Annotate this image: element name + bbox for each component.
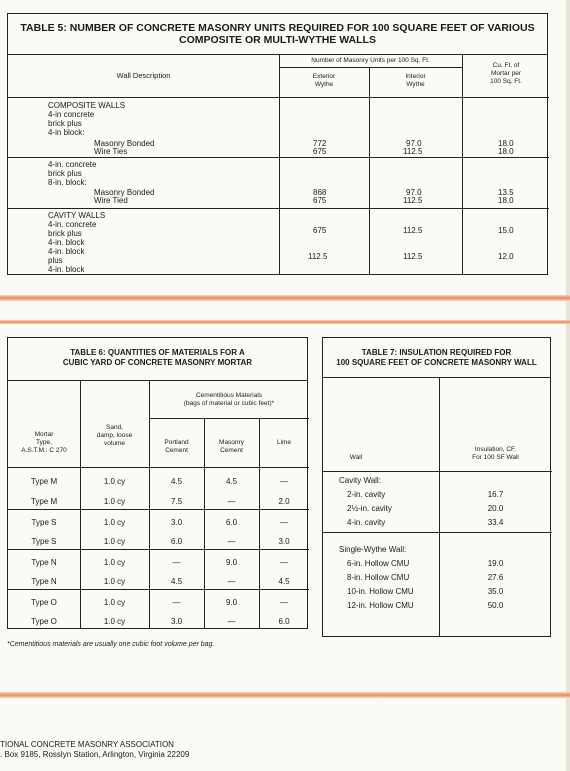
col-masonry: Masonry Cement xyxy=(219,439,244,454)
table7-title: TABLE 7: INSULATION REQUIRED FOR 100 SQUARE FEET OF CONCRETE MASONRY WALL xyxy=(323,338,550,378)
single-wythe-title: Single-Wythe Wall: xyxy=(339,545,407,554)
orange-divider xyxy=(0,295,570,301)
table5: TABLE 5: NUMBER OF CONCRETE MASONRY UNITS REQUIRED FOR 100 SQUARE FEET OF VARIOUS COMPOSITE OR MULTI-WYTHE WALLS Wall Description Number of Masonry Units per 100 Sq. Ft. Exterior Wythe Interior Wythe Cu. Ft. of Mortar per 100 Sq. Ft. COMPOSITE WALLS 4-in concrete brick plus 4-in block: Masonry Bonded 772 97.0 18.0 Wire Ties 675 112.5 18.0 4-in. concrete brick plus 8-in. block: Masonry Bonded 868 97.0 13.5 Wire Tied 675 112.5 18.0 CAVITY WALLS 4-in. concrete brick plus 4-in. block 675 112.5 15.0 4-in. block plus 4-in. block 112.5 112.5 12.0 xyxy=(7,13,548,275)
col-mortar-type: Mortar Type, A.S.T.M.: C 270 xyxy=(21,431,67,454)
cavity-walls-desc: CAVITY WALLS 4-in. concrete brick plus 4-in. block xyxy=(48,211,106,247)
table6-footnote: *Cementitious materials are usually one cubic foot volume per bag. xyxy=(7,641,215,648)
table6 xyxy=(7,337,308,629)
col-sand: Sand, damp, loose volume xyxy=(96,424,133,447)
col-wall-description: Wall Description xyxy=(116,71,171,80)
col-wall: Wall xyxy=(349,454,363,461)
scan-edge xyxy=(566,0,570,771)
col-portland: Portland Cement xyxy=(164,439,189,454)
composite-walls-desc: COMPOSITE WALLS 4-in concrete brick plus 4-in block: xyxy=(48,101,126,137)
table6-title: TABLE 6: QUANTITIES OF MATERIALS FOR A CUBIC YARD OF CONCRETE MASONRY MORTAR xyxy=(8,338,307,381)
col-lime: Lime xyxy=(276,439,292,446)
orange-divider xyxy=(0,320,570,324)
orange-divider xyxy=(0,692,570,698)
table-row: Type S 1.0 cy 3.0 6.0 — xyxy=(31,518,288,527)
col-exterior: Exterior Wythe xyxy=(312,73,336,88)
footer-publisher: TIONAL CONCRETE MASONRY ASSOCIATION . Box 9185, Rosslyn Station, Arlington, Virginia 22209 xyxy=(0,740,190,759)
table-row: Type N 1.0 cy — 9.0 — xyxy=(31,558,288,567)
col-units-header: Number of Masonry Units per 100 Sq. Ft. xyxy=(311,57,430,64)
col-insulation: Insulation, CF. For 100 SF Wall xyxy=(472,446,519,461)
table-row: Type O 1.0 cy 3.0 — 6.0 xyxy=(31,617,290,626)
block-plus-block-desc: 4-in. block plus 4-in. block xyxy=(48,247,85,274)
table-row: Type O 1.0 cy — 9.0 — xyxy=(31,598,288,607)
table-row: Type S 1.0 cy 6.0 — 3.0 xyxy=(31,537,290,546)
cavity-wall-title: Cavity Wall: xyxy=(339,476,381,485)
col-interior: Interior Wythe xyxy=(405,73,426,88)
cementitious-header: Cementitious Materials (bags of material or cubic feet)* xyxy=(183,392,275,407)
concrete-brick-8in-desc: 4-in. concrete brick plus 8-in. block: xyxy=(48,160,97,187)
table7: TABLE 7: INSULATION REQUIRED FOR 100 SQUARE FEET OF CONCRETE MASONRY WALL Wall Insulation, CF. For 100 SF Wall Cavity Wall: 2-in. cavity 16.7 2½-in. cavity 20.0 4-in. cavity 33.4 Single-Wythe Wall: 6-in. Hollow CMU 19.0 8-in. Hollow CMU 27.6 10-in. Hollow CMU 35.0 12-in. Hollow CMU 50.0 xyxy=(322,337,551,637)
col-mortar: Cu. Ft. of Mortar per 100 Sq. Ft. xyxy=(490,62,522,85)
table-row: Type M 1.0 cy 7.5 — 2.0 xyxy=(30,497,290,506)
table5-title: TABLE 5: NUMBER OF CONCRETE MASONRY UNITS REQUIRED FOR 100 SQUARE FEET OF VARIOUS COMPOSITE OR MULTI-WYTHE WALLS xyxy=(8,14,547,55)
table-row: Type N 1.0 cy 4.5 — 4.5 xyxy=(31,577,290,586)
table-row: Type M 1.0 cy 4.5 4.5 — xyxy=(30,477,288,486)
